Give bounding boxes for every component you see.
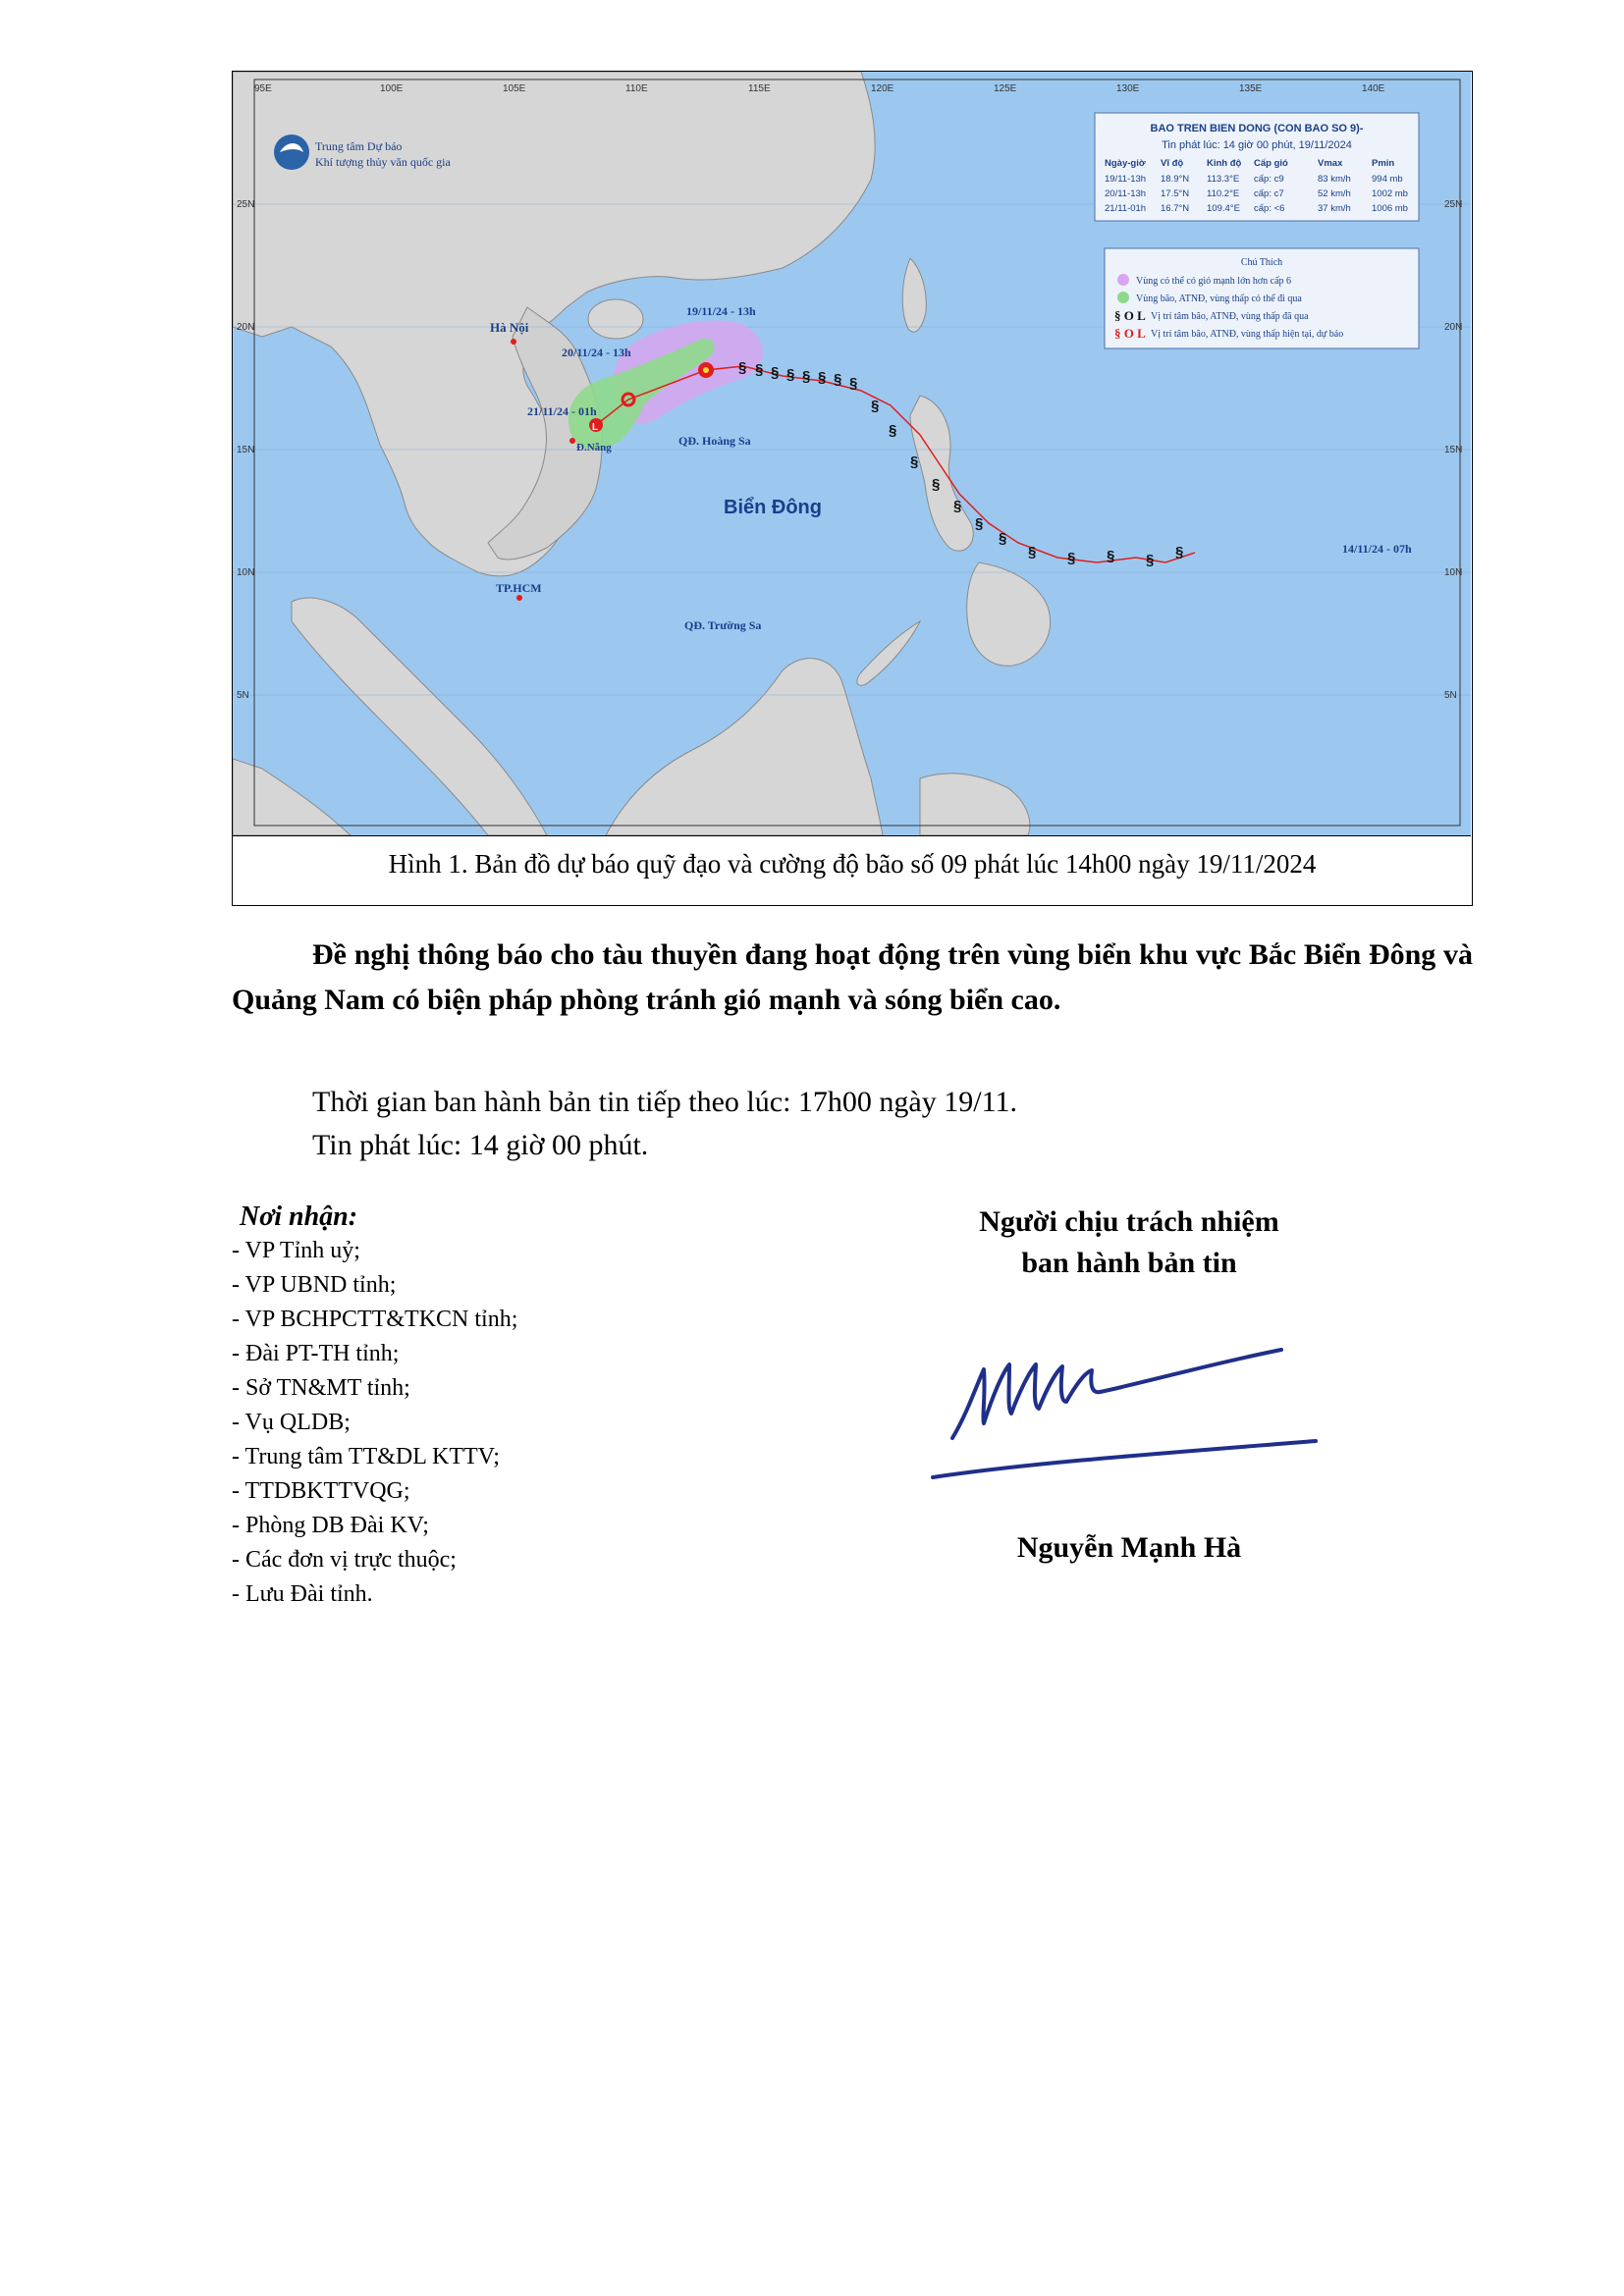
lon-label: 100E [380, 83, 404, 94]
svg-text:L: L [592, 422, 599, 433]
info-header: Cấp gió [1254, 158, 1288, 169]
info-cell: 1002 mb [1372, 188, 1408, 199]
info-cell: cấp: c9 [1254, 174, 1284, 185]
lon-label: 140E [1362, 83, 1385, 94]
label-hcm: TP.HCM [496, 581, 542, 595]
svg-text:§: § [999, 530, 1007, 547]
legend-item: Vị trí tâm bão, ATNĐ, vùng thấp đã qua [1151, 311, 1309, 322]
svg-text:§: § [834, 371, 842, 388]
logo-line1: Trung tâm Dự báo [315, 139, 403, 153]
track-label: 19/11/24 - 13h [686, 304, 756, 318]
info-cell: 1006 mb [1372, 203, 1408, 214]
info-cell: 110.2°E [1207, 188, 1240, 199]
next-bulletin-line: Thời gian ban hành bản tin tiếp theo lúc: 17h00 ngày 19/11. [312, 1086, 1017, 1118]
svg-text:§: § [975, 515, 984, 532]
svg-text:§: § [932, 476, 941, 493]
recipient-item: - VP BCHPCTT&TKCN tỉnh; [232, 1307, 518, 1332]
agency-logo-icon [274, 134, 309, 170]
info-cell: cấp: <6 [1254, 203, 1285, 214]
lat-label: 10N [1444, 567, 1463, 578]
info-title: BAO TREN BIEN DONG (CON BAO SO 9)- [1150, 123, 1364, 134]
svg-text:§: § [755, 361, 764, 378]
label-hoangsa: QĐ. Hoàng Sa [678, 434, 751, 448]
storm-track-map [233, 72, 1471, 836]
map-legend [1105, 248, 1419, 348]
recipient-item: - Vụ QLDB; [232, 1410, 351, 1435]
lon-label: 95E [254, 83, 272, 94]
recipient-item: - Các đơn vị trực thuộc; [232, 1547, 457, 1573]
legend-current-icons: § O L [1114, 326, 1146, 341]
advisory-paragraph: Đề nghị thông báo cho tàu thuyền đang hoạt động trên vùng biển khu vực Bắc Biển Đông và Quảng Nam có biện pháp phòng tránh gió mạnh và sóng biển cao. [232, 938, 1473, 1016]
lon-label: 135E [1239, 83, 1263, 94]
legend-item: Vùng bão, ATNĐ, vùng thấp có thể đi qua [1136, 294, 1302, 304]
svg-text:§: § [871, 398, 880, 414]
storm-info-box [1095, 113, 1419, 221]
info-cell: 19/11-13h [1105, 174, 1147, 185]
lon-label: 130E [1116, 83, 1140, 94]
label-hanoi: Hà Nội [490, 320, 529, 335]
info-cell: cấp: c7 [1254, 188, 1284, 199]
lon-label: 105E [503, 83, 526, 94]
recipient-item: - Sở TN&MT tỉnh; [232, 1375, 410, 1401]
lon-label: 120E [871, 83, 894, 94]
map-svg [233, 72, 1471, 835]
signer-name: Nguyễn Mạnh Hà [1016, 1531, 1242, 1564]
legend-green-swatch [1117, 292, 1129, 303]
svg-text:§: § [1146, 552, 1155, 568]
info-header: Vĩ độ [1161, 158, 1184, 169]
svg-text:§: § [910, 454, 919, 470]
lat-label: 5N [237, 690, 249, 701]
svg-text:§: § [802, 368, 811, 385]
handwritten-signature [913, 1315, 1335, 1502]
info-cell: 18.9°N [1161, 174, 1190, 185]
label-biendong: Biển Đông [724, 497, 822, 518]
issued-time-line: Tin phát lúc: 14 giờ 00 phút. [312, 1129, 649, 1161]
svg-text:§: § [849, 375, 858, 392]
recipient-item: - Lưu Đài tỉnh. [232, 1581, 373, 1607]
lon-label: 115E [748, 83, 771, 94]
info-cell: 109.4°E [1207, 203, 1240, 214]
svg-text:§: § [1067, 550, 1076, 566]
recipient-item: - VP Tỉnh uỷ; [232, 1238, 360, 1263]
info-cell: 17.5°N [1161, 188, 1190, 199]
info-cell: 20/11-13h [1105, 188, 1147, 199]
svg-text:§: § [786, 366, 795, 383]
info-header: Pmin [1372, 158, 1395, 169]
lat-label: 20N [237, 322, 255, 333]
info-header: Ngày-giờ [1105, 158, 1146, 169]
svg-text:§: § [818, 369, 827, 386]
svg-text:§: § [738, 359, 747, 376]
legend-purple-swatch [1117, 274, 1129, 286]
lat-label: 5N [1444, 690, 1457, 701]
figure-caption: Hình 1. Bản đồ dự báo quỹ đạo và cường độ bão số 09 phát lúc 14h00 ngày 19/11/2024 [388, 849, 1317, 879]
hainan-island [588, 299, 643, 339]
lat-label: 25N [237, 199, 255, 210]
lat-label: 25N [1444, 199, 1463, 210]
label-danang: Đ.Nẵng [576, 442, 612, 454]
logo-line2: Khí tượng thủy văn quốc gia [315, 155, 451, 169]
legend-past-icons: § O L [1114, 308, 1146, 323]
recipient-item: - TTDBKTTVQG; [232, 1478, 410, 1504]
info-cell: 113.3°E [1207, 174, 1240, 185]
recipient-item: - Trung tâm TT&DL KTTV; [232, 1444, 500, 1469]
track-label: 14/11/24 - 07h [1342, 542, 1412, 556]
info-cell: 16.7°N [1161, 203, 1190, 214]
lat-label: 15N [1444, 445, 1463, 455]
recipient-item: - VP UBND tỉnh; [232, 1272, 397, 1298]
recipient-item: - Đài PT-TH tỉnh; [232, 1341, 400, 1366]
info-issued: Tin phát lúc: 14 giờ 00 phút, 19/11/2024 [1162, 139, 1352, 151]
recipients-block [232, 1200, 723, 1612]
signer-title-line1: Người chịu trách nhiệm [979, 1205, 1279, 1238]
info-header: Vmax [1318, 158, 1343, 169]
lon-label: 110E [625, 83, 648, 94]
info-cell: 994 mb [1372, 174, 1403, 185]
signer-title-line2: ban hành bản tin [1021, 1247, 1237, 1279]
legend-item: Vùng có thể có gió mạnh lớn hơn cấp 6 [1136, 276, 1292, 287]
info-cell: 37 km/h [1318, 203, 1351, 214]
label-truongsa: QĐ. Trường Sa [684, 618, 762, 632]
svg-text:§: § [1028, 544, 1037, 561]
track-label: 21/11/24 - 01h [527, 404, 597, 418]
recipient-item: - Phòng DB Đài KV; [232, 1513, 429, 1538]
info-cell: 83 km/h [1318, 174, 1351, 185]
svg-text:§: § [1107, 548, 1115, 564]
svg-text:§: § [889, 422, 897, 439]
lat-label: 15N [237, 445, 255, 455]
lat-label: 10N [237, 567, 255, 578]
track-label: 20/11/24 - 13h [562, 346, 631, 359]
legend-item: Vị trí tâm bão, ATNĐ, vùng thấp hiện tại, dự báo [1151, 329, 1344, 340]
info-cell: 52 km/h [1318, 188, 1351, 199]
lon-label: 125E [994, 83, 1017, 94]
info-cell: 21/11-01h [1105, 203, 1147, 214]
recipients-title: Nơi nhận: [240, 1201, 358, 1232]
forecast-figure [232, 71, 1473, 906]
svg-text:§: § [953, 498, 962, 514]
legend-title: Chú Thích [1240, 257, 1283, 268]
lat-label: 20N [1444, 322, 1463, 333]
info-header: Kinh độ [1207, 158, 1242, 169]
svg-text:§: § [1175, 544, 1184, 561]
svg-text:§: § [771, 364, 780, 381]
